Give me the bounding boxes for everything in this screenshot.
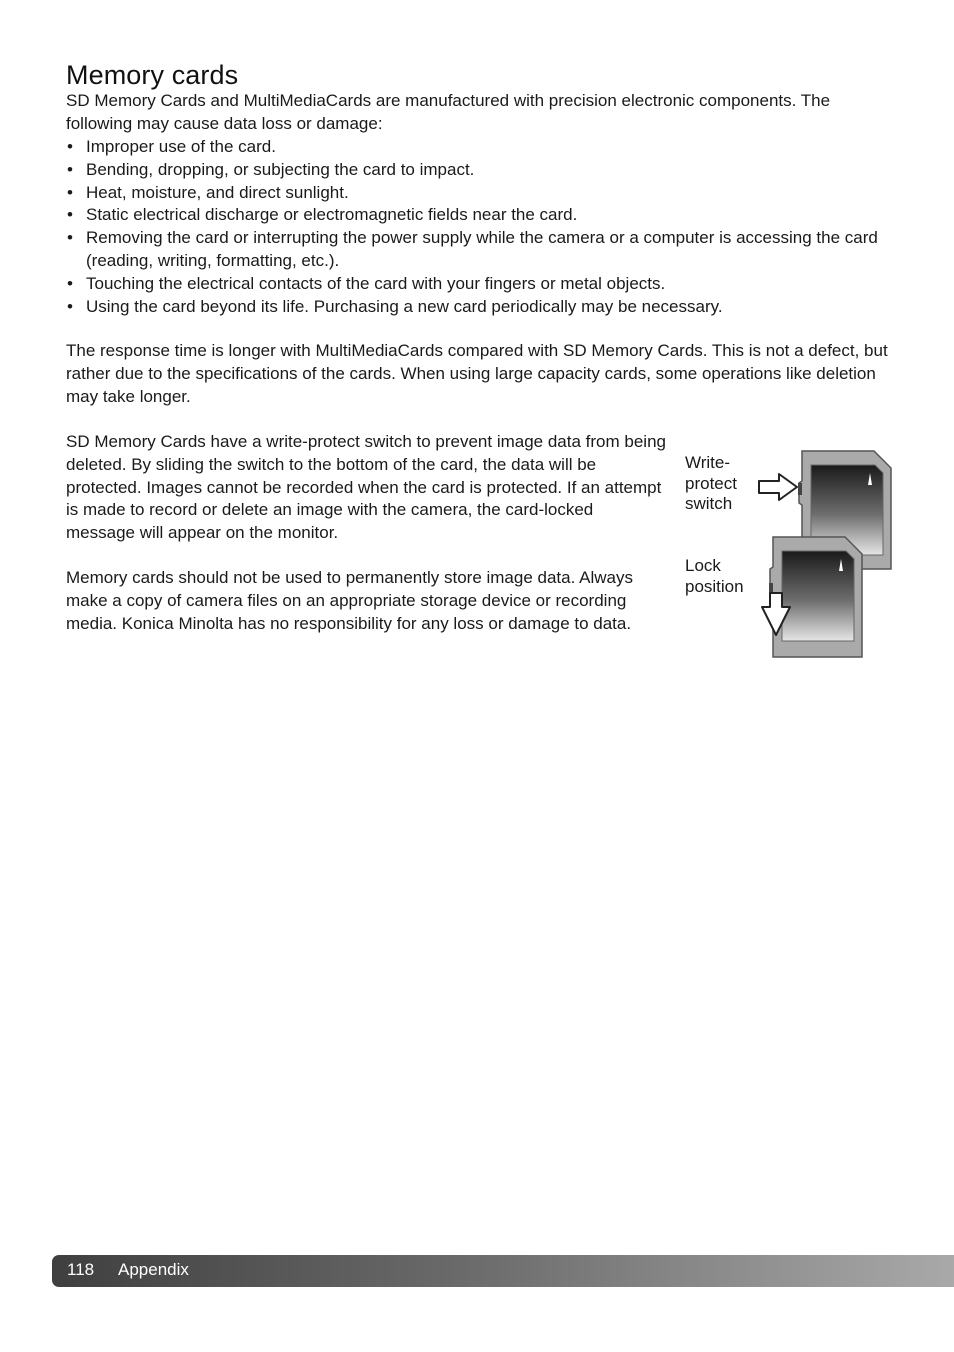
list-item: • Touching the electrical contacts of the card with your fingers or metal objects. (66, 273, 896, 296)
page-number: 118 (67, 1260, 95, 1279)
list-item: • Static electrical discharge or electromagnetic fields near the card. (66, 204, 896, 227)
write-protect-label: Write-protect switch (685, 453, 737, 513)
write-protect-paragraph: SD Memory Cards have a write-protect switch to prevent image data from being deleted. By sliding the switch to the bottom of the card, the data will be protected. Images cannot be recorded when the card is protected. If an attempt is made to record or delete an image with the camera, the card-locked message will appear on the monitor. (66, 432, 666, 543)
list-item: • Using the card beyond its life. Purchasing a new card periodically may be necessary. (66, 296, 896, 319)
list-item: • Removing the card or interrupting the power supply while the camera or a computer is accessing the card (reading, writing, formatting, etc.). (66, 227, 896, 273)
page-title: Memory cards (66, 60, 239, 90)
intro-paragraph: SD Memory Cards and MultiMediaCards are manufactured with precision electronic components. The following may cause data loss or damage: (66, 91, 831, 133)
lock-position-label: Lock position (685, 556, 744, 596)
footer-section: Appendix (118, 1260, 189, 1279)
list-item: • Heat, moisture, and direct sunlight. (66, 182, 896, 205)
storage-paragraph: Memory cards should not be used to permanently store image data. Always make a copy of camera files on an appropriate storage device or recording media. Konica Minolta has no responsibility for any loss or damage to data. (66, 568, 633, 633)
damage-causes-list (66, 136, 896, 318)
sd-card-figure (755, 445, 895, 661)
response-time-paragraph: The response time is longer with MultiMediaCards compared with SD Memory Cards. This is not a defect, but rather due to the specifications of the cards. When using large capacity cards, some operations like deletion may take longer. (66, 341, 888, 406)
list-item: • Improper use of the card. (66, 136, 896, 159)
list-item: • Bending, dropping, or subjecting the card to impact. (66, 159, 896, 182)
page-footer (52, 1255, 954, 1287)
arrow-right-icon (759, 474, 797, 500)
